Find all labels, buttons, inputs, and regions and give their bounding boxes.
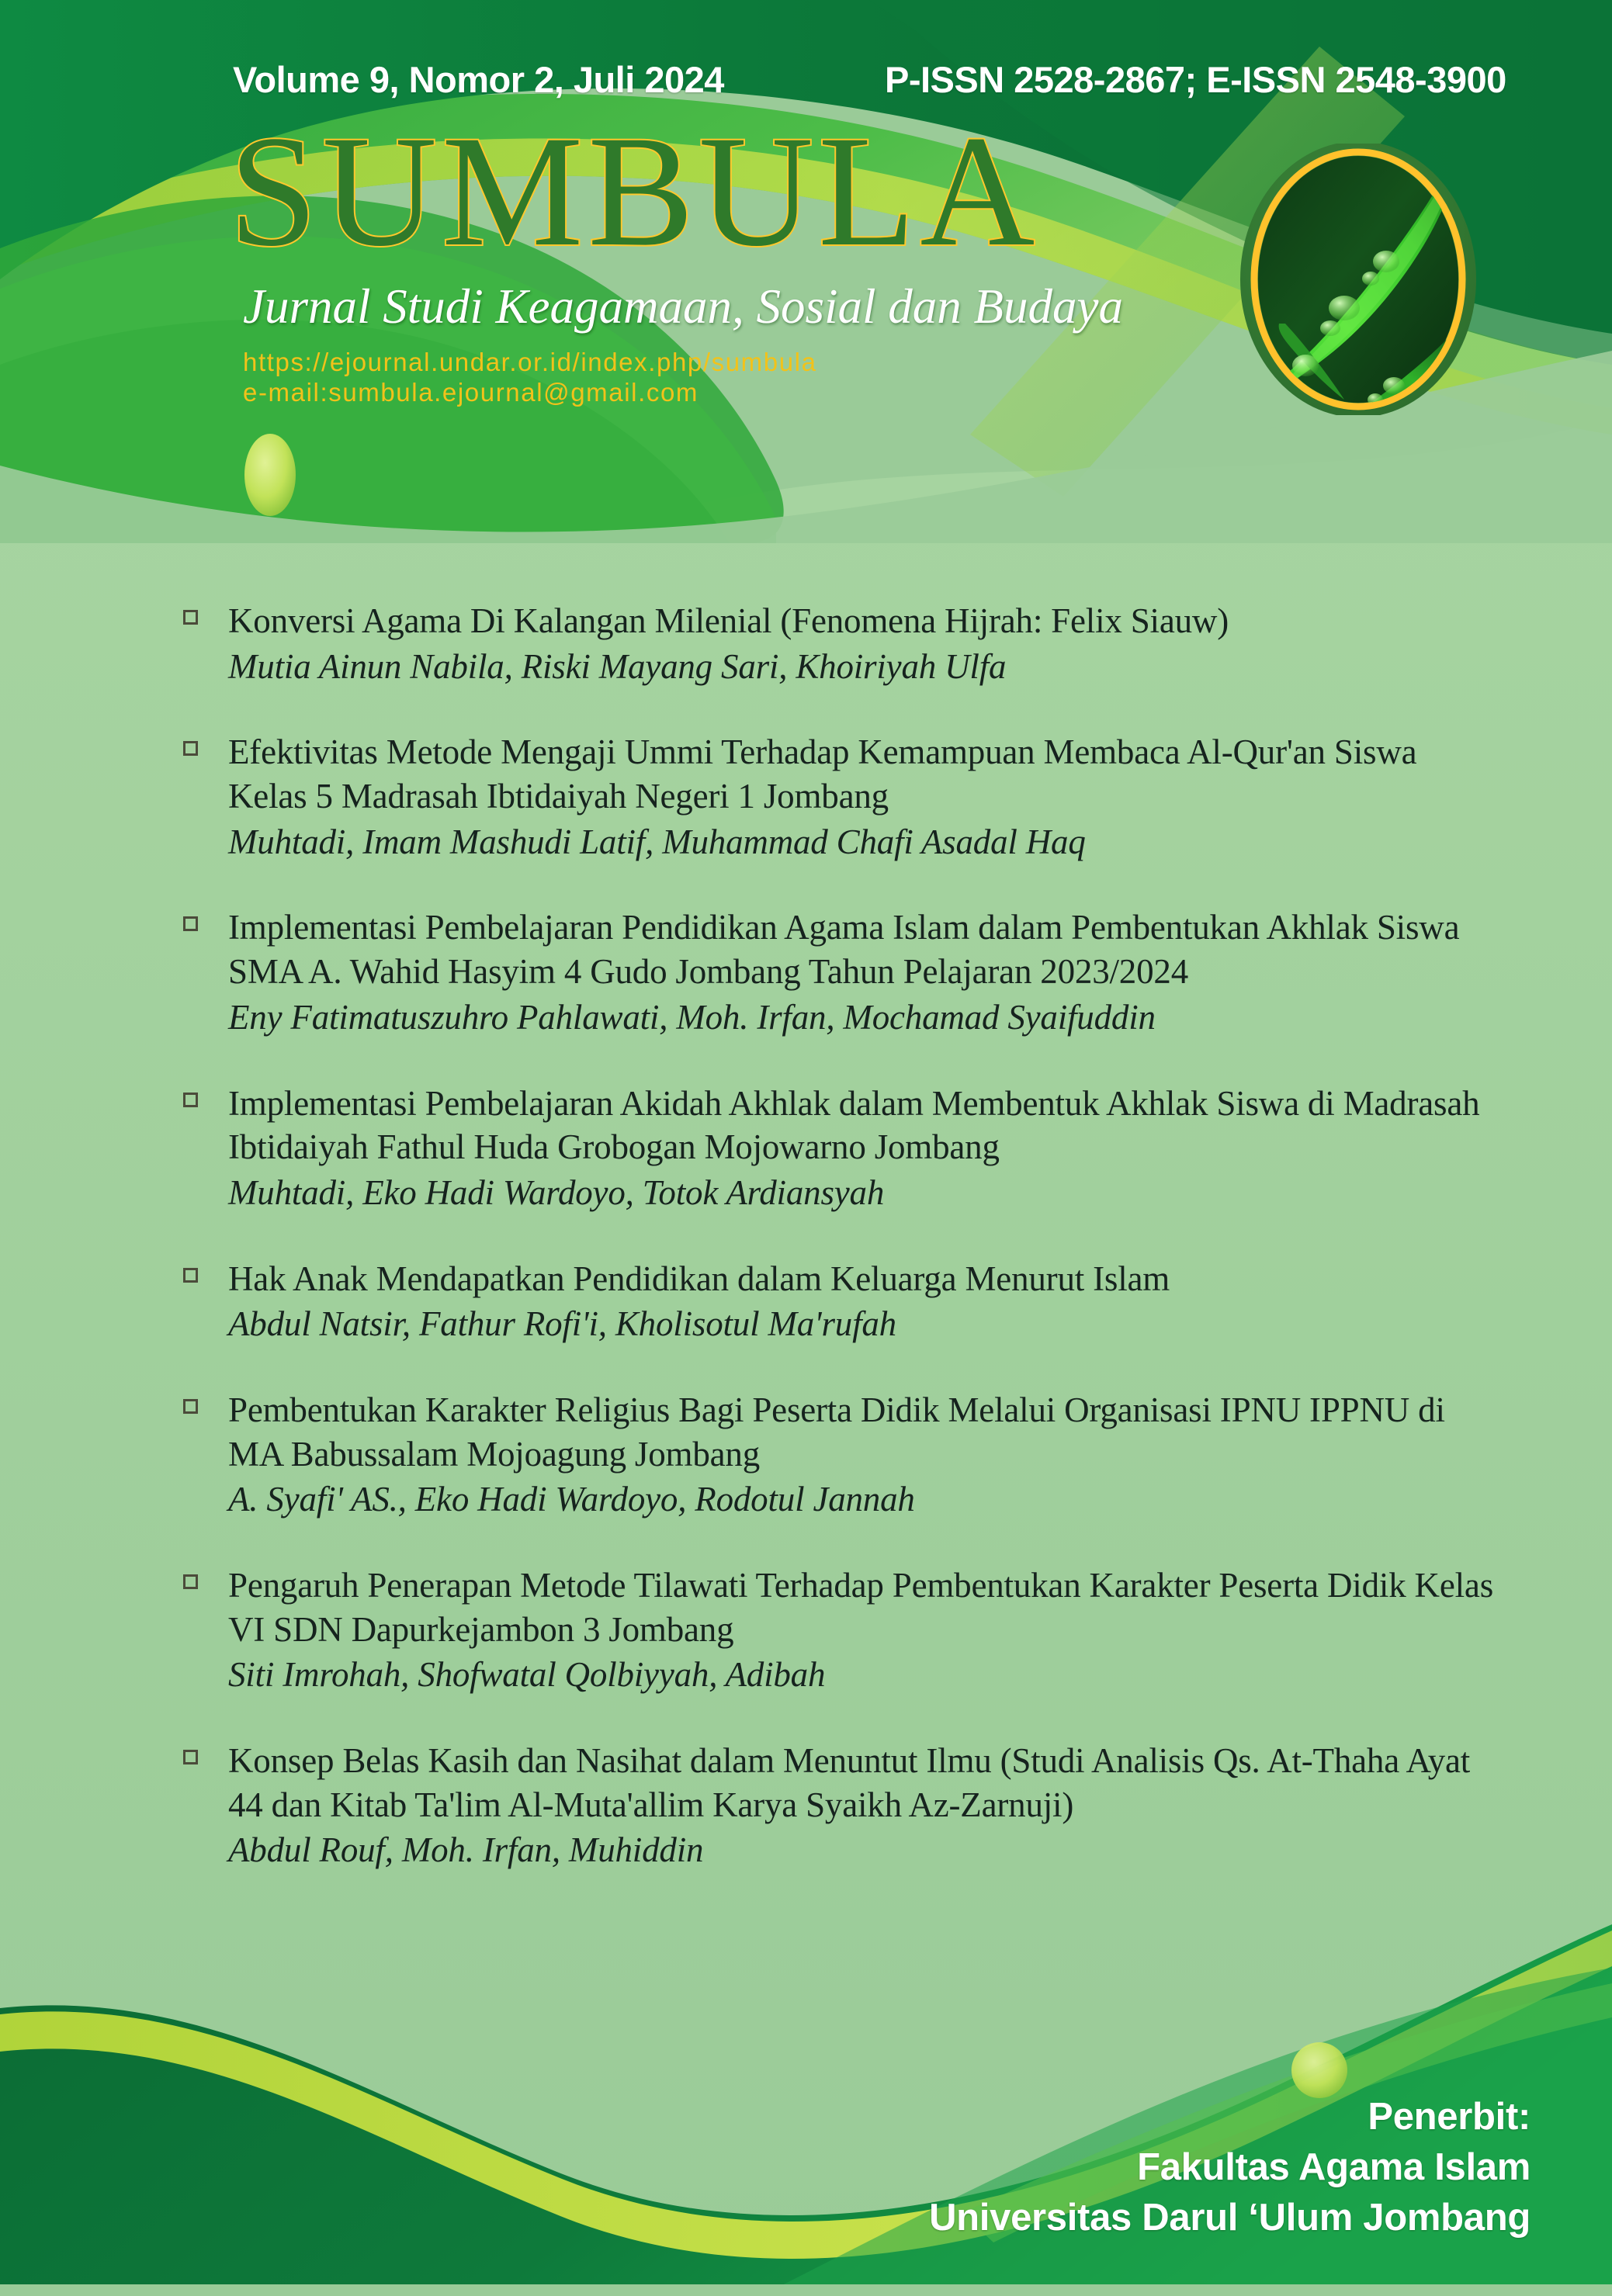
article-title: Efektivitas Metode Mengaji Ummi Terhadap Kemampuan Membaca Al-Qur'an Siswa Kelas 5 Madrasah Ibtidaiyah Negeri 1 Jombang	[228, 732, 1417, 816]
toc-entry[interactable]	[177, 730, 1496, 864]
square-bullet-icon	[183, 1268, 198, 1283]
publisher-block	[929, 2092, 1531, 2243]
article-authors: Muhtadi, Imam Mashudi Latif, Muhammad Chafi Asadal Haq	[228, 822, 1086, 861]
article-authors: Abdul Natsir, Fathur Rofi'i, Kholisotul Ma'rufah	[228, 1304, 896, 1344]
article-title: Konsep Belas Kasih dan Nasihat dalam Menuntut Ilmu (Studi Analisis Qs. At-Thaha Ayat 44 dan Kitab Ta'lim Al-Muta'allim Karya Syaikh Az-Zarnuji)	[228, 1741, 1471, 1824]
table-of-contents	[177, 599, 1496, 1914]
toc-entry[interactable]	[177, 1082, 1496, 1215]
journal-website-url[interactable]: https://ejournal.undar.or.id/index.php/sumbula	[243, 347, 817, 376]
article-authors: Eny Fatimatuszuhro Pahlawati, Moh. Irfan, Mochamad Syaifuddin	[228, 997, 1156, 1037]
article-title: Hak Anak Mendapatkan Pendidikan dalam Keluarga Menurut Islam	[228, 1259, 1170, 1298]
issn-text: P-ISSN 2528-2867; E-ISSN 2548-3900	[885, 59, 1506, 100]
square-bullet-icon	[183, 1574, 198, 1589]
volume-issue-text: Volume 9, Nomor 2, Juli 2024	[233, 59, 724, 100]
publisher-label: Penerbit:	[1368, 2095, 1531, 2138]
square-bullet-icon	[183, 741, 198, 756]
toc-entry[interactable]	[177, 599, 1496, 688]
journal-subtitle: Jurnal Studi Keagamaan, Sosial dan Budaya	[243, 279, 1123, 334]
masthead	[229, 103, 1123, 408]
publisher-university: Universitas Darul ‘Ulum Jombang	[929, 2196, 1531, 2239]
article-title: Implementasi Pembelajaran Pendidikan Agama Islam dalam Pembentukan Akhlak Siswa SMA A. Wahid Hasyim 4 Gudo Jombang Tahun Pelajaran 2023/2024	[228, 908, 1460, 992]
article-title: Implementasi Pembelajaran Akidah Akhlak dalam Membentuk Akhlak Siswa di Madrasah Ibtidaiyah Fathul Huda Grobogan Mojowarno Jombang	[228, 1083, 1480, 1167]
toc-entry[interactable]	[177, 1257, 1496, 1346]
article-authors: Mutia Ainun Nabila, Riski Mayang Sari, Khoiriyah Ulfa	[228, 646, 1007, 686]
square-bullet-icon	[183, 1093, 198, 1107]
article-title: Pengaruh Penerapan Metode Tilawati Terhadap Pembentukan Karakter Peserta Didik Kelas VI SDN Dapurkejambon 3 Jombang	[228, 1566, 1494, 1649]
square-bullet-icon	[183, 610, 198, 625]
toc-entry[interactable]	[177, 1388, 1496, 1522]
journal-title: SUMBULA	[229, 103, 1040, 279]
toc-entry[interactable]	[177, 1564, 1496, 1697]
article-authors: A. Syafi' AS., Eko Hadi Wardoyo, Rodotul Jannah	[228, 1480, 915, 1519]
article-authors: Muhtadi, Eko Hadi Wardoyo, Totok Ardiansyah	[228, 1172, 885, 1212]
square-bullet-icon	[183, 1399, 198, 1414]
leaf-dew-emblem-icon	[1234, 144, 1482, 415]
toc-entry[interactable]	[177, 1739, 1496, 1872]
article-title: Konversi Agama Di Kalangan Milenial (Fenomena Hijrah: Felix Siauw)	[228, 601, 1229, 640]
article-title: Pembentukan Karakter Religius Bagi Peserta Didik Melalui Organisasi IPNU IPPNU di MA Babussalam Mojoagung Jombang	[228, 1390, 1445, 1474]
publisher-faculty: Fakultas Agama Islam	[1137, 2145, 1531, 2188]
journal-email[interactable]: e-mail:sumbula.ejournal@gmail.com	[243, 377, 699, 407]
article-authors: Abdul Rouf, Moh. Irfan, Muhiddin	[228, 1830, 704, 1870]
toc-entry[interactable]	[177, 906, 1496, 1039]
article-authors: Siti Imrohah, Shofwatal Qolbiyyah, Adibah	[228, 1655, 826, 1695]
square-bullet-icon	[183, 916, 198, 931]
square-bullet-icon	[183, 1750, 198, 1764]
